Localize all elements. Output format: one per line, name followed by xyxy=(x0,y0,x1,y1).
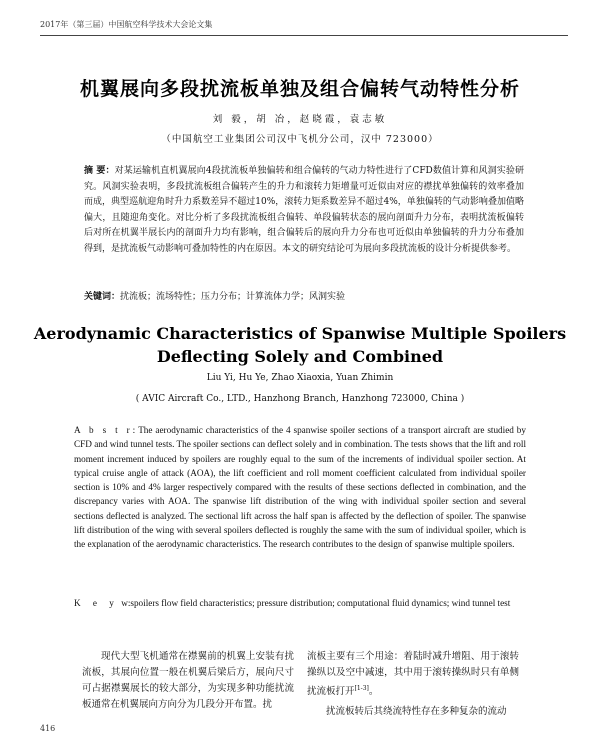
body-column-right xyxy=(307,649,519,720)
affiliation-en: ( AVIC Aircraft Co., LTD., Hanzhong Branch, Hanzhong 723000, China ) xyxy=(135,394,465,404)
paper-title-en-line2: Deflecting Solely and Combined xyxy=(156,347,444,366)
body-column-left: 现代大型飞机通常在襟翼前的机翼上安装有扰流板，其展向位置一般在机翼后梁后方，展向尺寸可占据襟翼展长的较大部分，为实现多种功能扰流板通常在机翼展向方向分为几段分开布置。扰 xyxy=(82,651,294,710)
body-right-paragraph-2: 扰流板转后其绕流特性存在多种复杂的流动 xyxy=(326,706,507,718)
keywords-en-text: w:spoilers flow field characteristics; pressure distribution; computational fluid dynamics; wind tunnel test xyxy=(121,598,511,608)
authors-en: Liu Yi, Hu Ye, Zhao Xiaoxia, Yuan Zhimin xyxy=(206,373,394,383)
abstract-en xyxy=(74,423,526,552)
abstract-en-label: A b s t r: xyxy=(74,425,139,435)
abstract-zh xyxy=(84,164,524,257)
abstract-zh-label: 摘 要： xyxy=(84,166,115,176)
keywords-zh-label: 关键词： xyxy=(84,292,121,302)
header-rule xyxy=(40,35,568,36)
affiliation-zh: （中国航空工业集团公司汉中飞机分公司，汉中 723000） xyxy=(161,134,439,145)
abstract-en-text: The aerodynamic characteristics of the 4 spanwise spoiler sections of a transport aircraft are studied by CFD and wind tunnel tests. The spoiler sections can deflect solely and in combination. The tests shows that the lift and roll moment increment induced by spoilers are roughly equal to the sum of the increments of individual spoiler section. At typical cruise angle of attack (AOA), the lift coefficient and roll moment coefficient calculated from individual spoiler section is 10% and 4% larger respectively compared with the results of these sections deflected in combination, and the discrepancy varies with AOA. The spanwise lift distribution of the wing with individual spoiler section and several sections deflected is analyzed. The sectional lift across the half span is affected by the deflection of spoiler. The spanwise lift distribution of the wing with several spoilers deflected is roughly the same with the sum of individual spoiler, which is the explanation of the aerodynamic characteristics. The research contributes to the design of spanwise multiple spoilers. xyxy=(74,425,526,550)
body-right-paragraph-1 xyxy=(307,649,519,700)
body-right-p1-end: 。 xyxy=(368,686,379,698)
page-number: 416 xyxy=(40,724,56,733)
keywords-zh-text: 扰流板；流场特性；压力分布；计算流体力学；风洞实验 xyxy=(120,292,346,302)
authors-zh: 刘 毅，胡 冶，赵晓霞，袁志敏 xyxy=(212,114,388,125)
body-right-p1-text: 流板主要有三个用途：着陆时减升增阻、用于滚转操纵以及空中减速，其中用于滚转操纵时只有单侧扰流板打开 xyxy=(307,651,519,698)
keywords-zh xyxy=(84,290,524,304)
paper-title-zh: 机翼展向多段扰流板单独及组合偏转气动特性分析 xyxy=(79,78,520,100)
paper-title-en-line1: Aerodynamic Characteristics of Spanwise Multiple Spoilers xyxy=(33,324,567,343)
citation-ref[interactable]: [1-3] xyxy=(354,685,369,692)
paper-title-en xyxy=(0,322,600,368)
abstract-zh-text: 对某运输机直机翼展向4段扰流板单独偏转和组合偏转的气动力特性进行了CFD数值计算和风洞实验研究。风洞实验表明，多段扰流板组合偏转产生的升力和滚转力矩增量可近似由对应的襟扰单独偏转的效率叠加而成，典型巡航迎角时升力系数差异不超过10%，滚转力矩系数差异不超过4%，单独偏转的气动影响叠加值略偏大，且随迎角变化。对比分析了多段扰流板组合偏转、单段偏转状态的展向剖面升力分布，表明扰流板偏转后对所在机翼半展长内的剖面升力均有影响，组合偏转后的展向升力分布也可近似由单独偏转的升力分布叠加得到，是扰流板气动影响可叠加特性的内在原因。本文的研究结论可为展向多段扰流板的设计分析提供参考。 xyxy=(84,166,525,254)
keywords-en-label: K e y xyxy=(74,598,119,608)
running-header: 2017年（第三届）中国航空科学技术大会论文集 xyxy=(40,20,213,29)
keywords-en xyxy=(74,596,526,610)
